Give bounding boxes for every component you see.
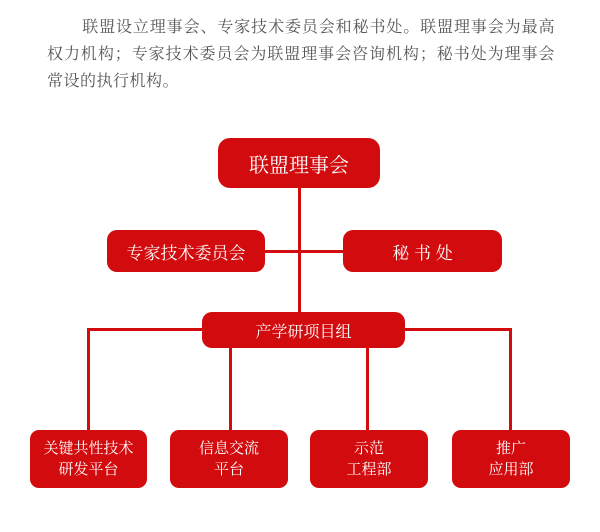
node-info-exchange-platform: [170, 430, 288, 488]
node-info-exchange-platform-line1: 信息交流: [198, 440, 259, 457]
connector-left-branch-vertical: [87, 328, 90, 430]
node-industry-academia-research-project-group: [202, 312, 405, 348]
connector-demo-engineering-vertical: [366, 348, 369, 430]
node-project-group-label: 产学研项目组: [255, 323, 352, 341]
node-demonstration-engineering-dept-line2: 工程部: [346, 461, 392, 478]
connector-left-branch-horizontal: [87, 328, 203, 331]
node-info-exchange-platform-line2: 平台: [213, 461, 244, 478]
node-demonstration-engineering-dept-line1: 示范: [353, 440, 384, 457]
node-key-common-tech-rd-platform-line2: 研发平台: [58, 461, 119, 478]
node-alliance-council: [218, 138, 380, 188]
node-key-common-tech-rd-platform: [30, 430, 147, 488]
connector-level2-horizontal: [265, 250, 343, 253]
connector-right-branch-horizontal: [404, 328, 512, 331]
node-demonstration-engineering-dept: [310, 430, 428, 488]
intro-paragraph: 联盟设立理事会、专家技术委员会和秘书处。联盟理事会为最高权力机构；专家技术委员会为联盟理事会咨询机构；秘书处为理事会常设的执行机构。: [47, 19, 555, 90]
node-promotion-application-dept-line1: 推广: [495, 440, 526, 457]
node-secretariat: [343, 230, 502, 272]
connector-info-exchange-vertical: [229, 348, 232, 430]
connector-right-branch-vertical: [509, 328, 512, 430]
node-promotion-application-dept-line2: 应用部: [488, 461, 534, 478]
node-expert-technical-committee: [107, 230, 265, 272]
node-expert-technical-committee-label: 专家技术委员会: [126, 243, 246, 263]
node-key-common-tech-rd-platform-line1: 关键共性技术: [43, 440, 134, 457]
node-secretariat-label: 秘 书 处: [392, 243, 453, 263]
node-promotion-application-dept: [452, 430, 570, 488]
node-alliance-council-label: 联盟理事会: [249, 154, 349, 177]
